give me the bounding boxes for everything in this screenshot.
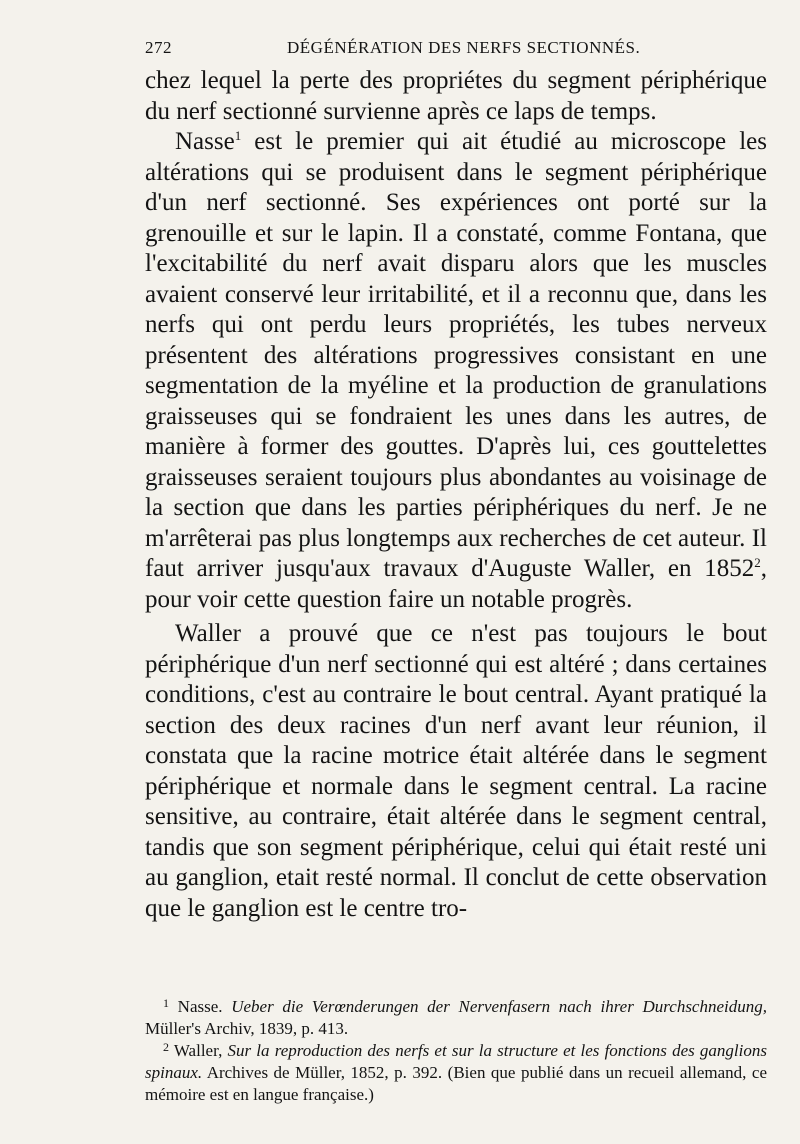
main-text [145,66,767,924]
running-title: DÉGÉNÉRATION DES NERFS SECTIONNÉS. [287,38,641,57]
paragraph-2-end: , pour voir cette question faire un notable progrès. [145,555,767,613]
footnote-1-author: Nasse. [177,997,223,1016]
footnote-2-mark: 2 [163,1040,169,1054]
footnote-1-title: Ueber die Verœnderungen der Nervenfasern nach ihrer Durchschneidung, [231,997,767,1016]
paragraph-2 [145,127,767,615]
running-header [145,32,655,62]
page-number: 272 [145,38,172,57]
footnote-2 [145,1040,767,1106]
footnote-ref-1: 1 [234,128,242,143]
paragraph-2-start: Nasse [175,128,235,155]
footnote-2-title: Sur la reproduction des nerfs et sur la structure et les fonctions des ganglions spinaux. [145,1041,767,1082]
paragraph-3: Waller a prouvé que ce n'est pas toujours le bout périphérique d'un nerf sectionné qui est altéré ; dans certaines conditions, c'est au contraire le bout central. Ayant pratiqué la section des deux racines d'un nerf avant leur réunion, il constata que la racine motrice était altérée dans le segment périphérique et normale dans le segment central. La racine sensitive, au contraire, était altérée dans le segment central, tandis que son segment périphérique, celui qui était resté uni au ganglion, etait resté normal. Il conclut de cette observation que le ganglion est le centre tro- [145,620,767,922]
paragraph-1: chez lequel la perte des propriétes du segment périphérique du nerf sectionné survienne après ce laps de temps. [145,67,767,125]
footnote-1-mark: 1 [163,996,169,1010]
footnote-2-rest: Archives de Müller, 1852, p. 392. (Bien que publié dans un recueil allemand, ce mémoire est en langue française.) [145,1063,767,1104]
paragraph-2-middle: est le premier qui ait étudié au microscope les altérations qui se produisent dans le segment périphérique d'un nerf sectionné. Ses expériences ont porté sur la grenouille et sur le lapin. Il a constaté, comme Fontana, que l'excitabilité du nerf avait disparu alors que les muscles avaient conservé leur irritabilité, et il a reconnu que, dans les nerfs qui ont perdu leurs propriétés, les tubes nerveux présentent des altérations progressives consistant en une segmentation de la myéline et la production de granulations graisseuses qui se fondraient les unes dans les autres, de manière à former des gouttes. D'après lui, ces gouttelettes graisseuses seraient toujours plus abondantes au voisinage de la section que dans les parties périphériques du nerf. Je ne m'arrêterai pas plus longtemps aux recherches de cet auteur. Il faut arriver jusqu'aux travaux d'Auguste Waller, en 1852 [145,128,767,582]
footnote-ref-2: 2 [754,555,761,570]
footnote-1-rest: Müller's Archiv, 1839, p. 413. [145,1019,349,1038]
footnotes [145,996,767,1106]
footnote-1 [145,996,767,1040]
footnote-2-author: Waller, [173,1041,223,1060]
